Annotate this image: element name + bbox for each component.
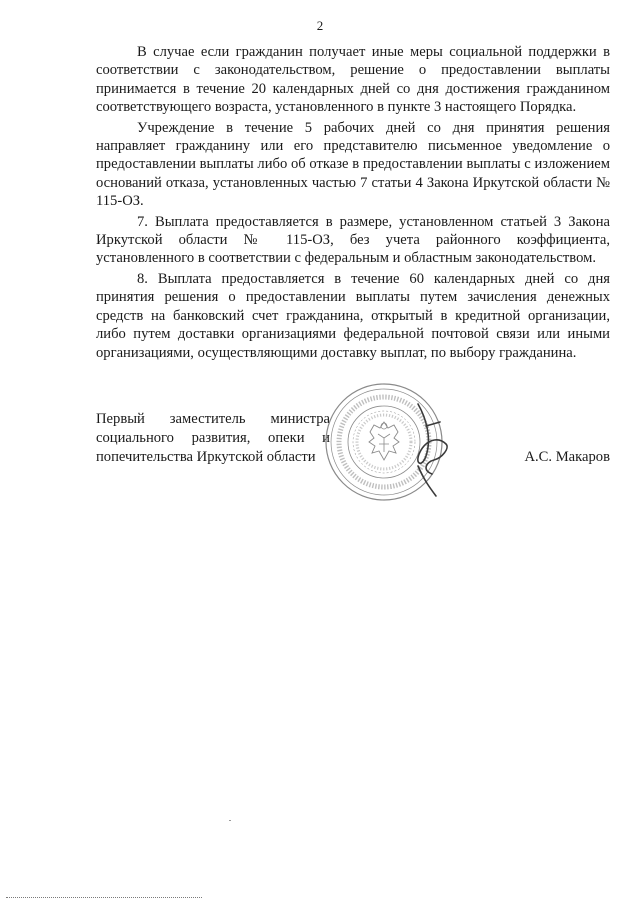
signer-title-line: попечительства Иркутской области — [96, 449, 316, 465]
official-seal-icon — [322, 378, 452, 508]
paragraph-item-7: 7. Выплата предоставляется в размере, установленном статьей 3 Закона Иркутской области № 115-ОЗ, без учета районного коэффициента, установленного в соответствии с федеральным и областным законодательством. — [96, 213, 610, 267]
footer-dotted-rule — [6, 897, 202, 898]
paragraph-decision-deadline: В случае если гражданин получает иные меры социальной поддержки в соответствии с законодательством, решение о предоставлении выплаты принимается в течение 20 календарных дней со дня достижения гражданином соответствующего возраста, установленного в пункте 3 настоящего Порядка. — [96, 44, 610, 116]
scan-artifact — [229, 820, 231, 821]
paragraph-item-8: 8. Выплата предоставляется в течение 60 календарных дней со дня принятия решения о предоставлении выплаты путем зачисления денежных средств на банковский счет гражданина, открытый в кредитной организации, либо путем доставки организациями федеральной почтовой связи или иными организациями, осуществляющими доставку выплат, по выбору гражданина. — [96, 270, 610, 361]
document-body — [96, 43, 610, 364]
signer-title — [96, 410, 330, 467]
signer-name: А.С. Макаров — [524, 449, 610, 465]
page-number: 2 — [316, 18, 324, 33]
signer-title-line: социального развития, опеки и — [96, 430, 330, 446]
signer-title-line: Первый заместитель министра — [96, 411, 330, 427]
paragraph-notification: Учреждение в течение 5 рабочих дней со дня принятия решения направляет гражданину или его представителю письменное уведомление о предоставлении выплаты либо об отказе в предоставлении выплаты с изложением оснований отказа, установленных частью 7 статьи 4 Закона Иркутской области № 115-ОЗ. — [96, 119, 610, 210]
